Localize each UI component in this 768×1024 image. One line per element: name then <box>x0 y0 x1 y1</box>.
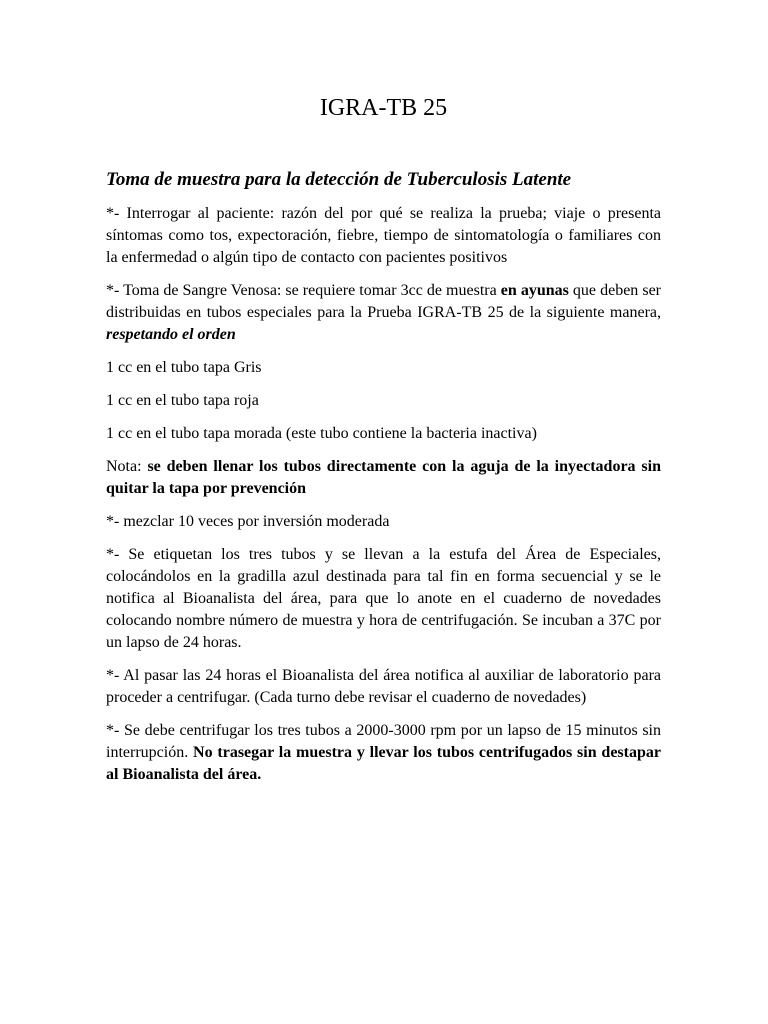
tube-line-purple: 1 cc en el tubo tapa morada (este tubo contiene la bacteria inactiva) <box>106 425 537 442</box>
paragraph-mix: *- mezclar 10 veces por inversión moderada <box>106 513 390 530</box>
tube-line-red: 1 cc en el tubo tapa roja <box>106 392 259 409</box>
paragraph-centrifuge <box>106 720 661 786</box>
document-title: IGRA-TB 25 <box>319 95 448 121</box>
paragraph-blood-draw <box>106 280 661 346</box>
note-label: Nota: <box>106 458 148 475</box>
blood-draw-text-continued: que deben ser distribuidas en tubos especiales para la Prueba IGRA-TB 25 de la siguiente manera, <box>106 282 662 321</box>
centrifuge-text: *- Se debe centrifugar los tres tubos a 2000-3000 rpm por un lapso de 15 minutos sin interrupción. <box>106 722 661 761</box>
tube-line-gray: 1 cc en el tubo tapa Gris <box>106 359 262 376</box>
paragraph-24-hours: *- Al pasar las 24 horas el Bioanalista del área notifica al auxiliar de laboratorio para proceder a centrifugar. (Cada turno debe revisar el cuaderno de novedades) <box>106 667 661 706</box>
blood-draw-text: *- Toma de Sangre Venosa: se requiere tomar 3cc de muestra <box>106 282 501 299</box>
paragraph-interrogate: *- Interrogar al paciente: razón del por qué se realiza la prueba; viaje o presenta síntomas como tos, expectoración, fiebre, tiempo de sintomatología o familiares con la enfermedad o algún tipo de contacto con pacientes positivos <box>106 205 661 266</box>
blood-draw-fasting: en ayunas <box>500 282 569 299</box>
document-body <box>106 203 661 797</box>
document-subtitle: Toma de muestra para la detección de Tuberculosis Latente <box>106 169 572 190</box>
paragraph-note <box>106 456 661 500</box>
paragraph-labeling: *- Se etiquetan los tres tubos y se llevan a la estufa del Área de Especiales, colocándolos en la gradilla azul destinada para tal fin en forma secuencial y se le notifica al Bioanalista del área, para que lo anote en el cuaderno de novedades colocando nombre número de muestra y hora de centrifugación. Se incuban a 37C por un lapso de 24 horas. <box>106 546 661 651</box>
note-text: se deben llenar los tubos directamente con la aguja de la inyectadora sin quitar la tapa por prevención <box>106 458 661 497</box>
centrifuge-warning: No trasegar la muestra y llevar los tubos centrifugados sin destapar al Bioanalista del área. <box>106 744 661 783</box>
blood-draw-order-emphasis: respetando el orden <box>106 326 236 343</box>
